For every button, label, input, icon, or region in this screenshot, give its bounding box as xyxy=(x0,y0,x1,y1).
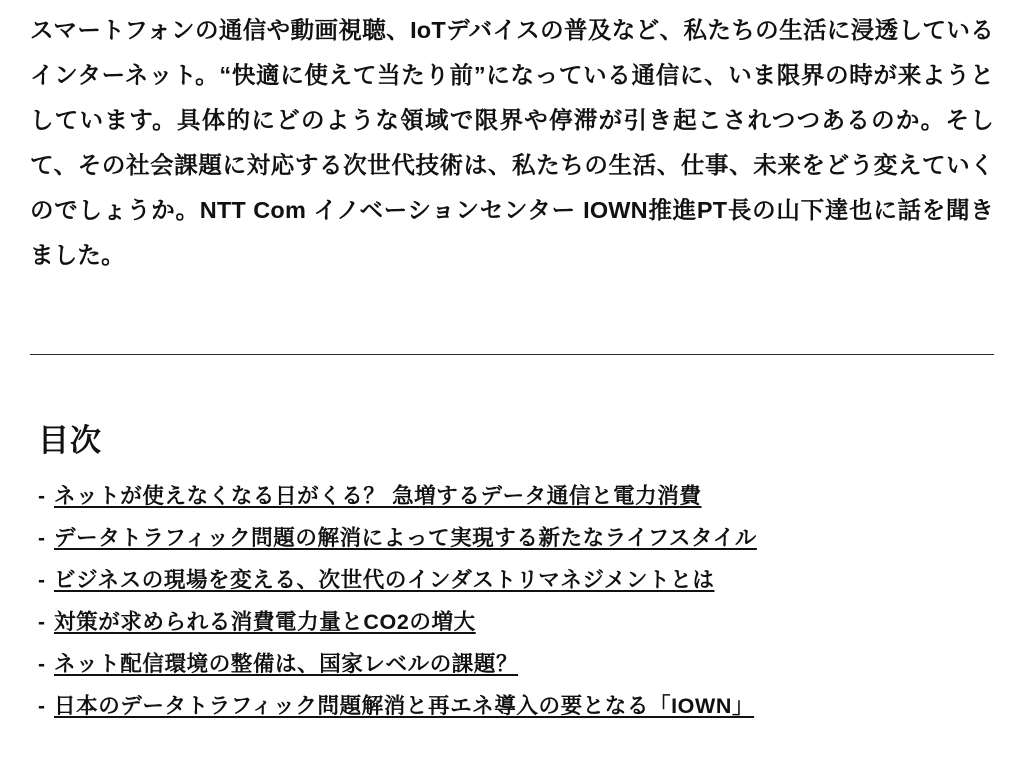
toc-heading: 目次 xyxy=(38,423,102,458)
toc-link[interactable]: ビジネスの現場を変える、次世代のインダストリマネジメントとは xyxy=(54,568,715,593)
bullet-dash: - xyxy=(38,569,45,593)
bullet-dash: - xyxy=(38,485,45,508)
bullet-dash: - xyxy=(38,527,45,551)
bullet-dash: - xyxy=(38,611,45,635)
list-item[interactable] xyxy=(30,692,994,721)
toc-link[interactable]: 日本のデータトラフィック問題解消と再エネ導入の要となる「IOWN」 xyxy=(54,694,755,719)
toc-link[interactable]: データトラフィック問題の解消によって実現する新たなライフスタイル xyxy=(54,526,757,551)
lead-paragraph: スマートフォンの通信や動画視聴、IoTデバイスの普及など、私たちの生活に浸透しているインターネット。“快適に使えて当たり前”になっている通信に、いま限界の時が来ようとしています。具体的にどのような領域で限界や停滞が引き起こされつつあるのか。そして、その社会課題に対応する次世代技術は、私たちの生活、仕事、未来をどう変えていくのでしょうか。NTT Com イノベーションセンター IOWN推進PT長の山下達也に話を聞きました。 xyxy=(30,17,994,268)
list-item[interactable] xyxy=(30,566,994,595)
list-item[interactable] xyxy=(30,524,994,553)
toc-link[interactable]: ネットが使えなくなる日がくる？ 急増するデータ通信と電力消費 xyxy=(54,484,702,508)
list-item[interactable] xyxy=(30,608,994,637)
toc-link[interactable]: ネット配信環境の整備は、国家レベルの課題？ xyxy=(54,652,519,677)
toc-list xyxy=(30,460,994,721)
list-item[interactable] xyxy=(30,482,994,511)
bullet-dash: - xyxy=(38,695,45,719)
toc-link[interactable]: 対策が求められる消費電力量とCO2の増大 xyxy=(54,610,476,635)
bullet-dash: - xyxy=(38,653,45,677)
list-item[interactable] xyxy=(30,650,994,679)
